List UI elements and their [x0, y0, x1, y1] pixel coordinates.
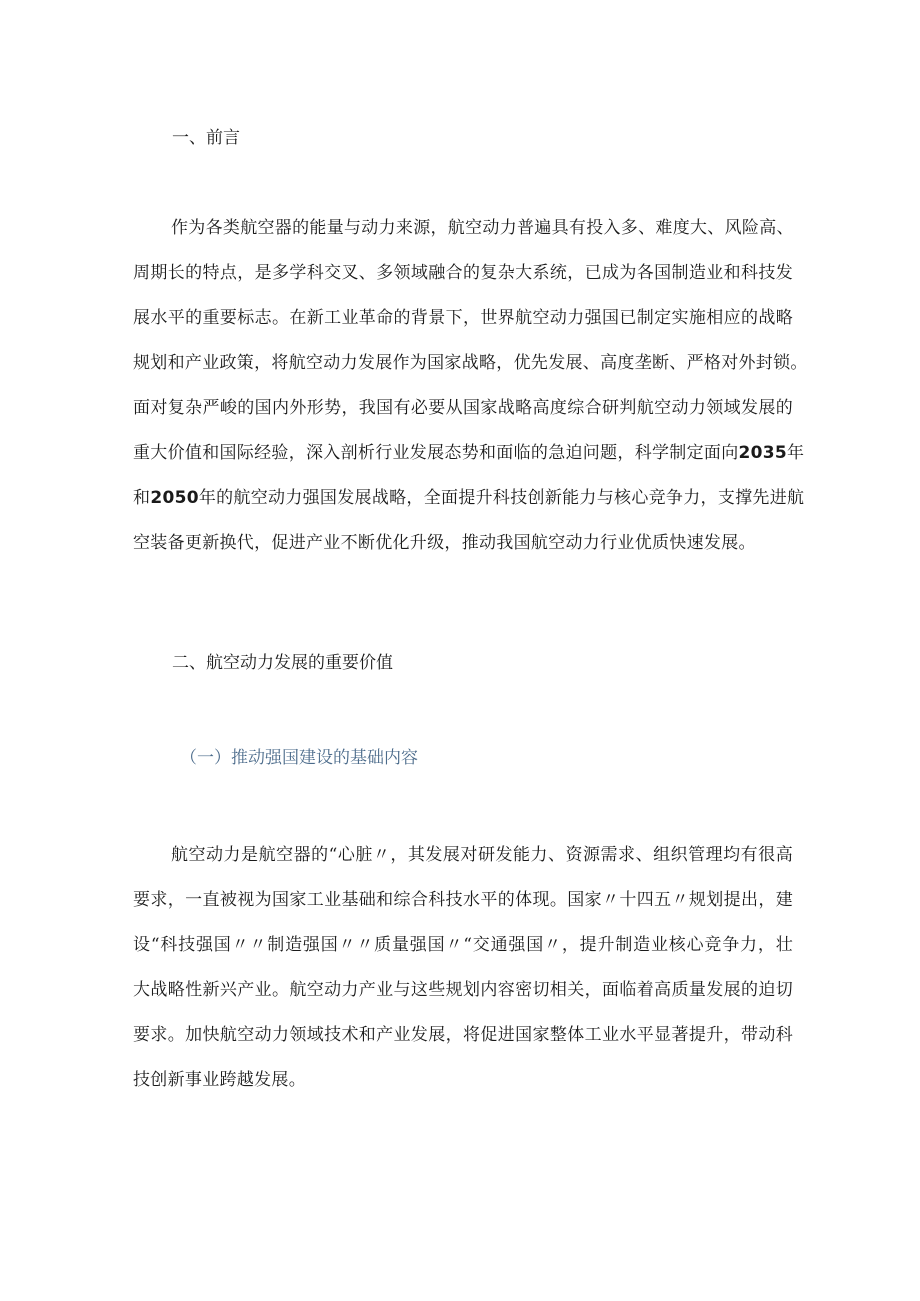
paragraph-line: 周期长的特点，是多学科交叉、多领域融合的复杂大系统，已成为各国制造业和科技发 — [133, 263, 793, 283]
year-number: 2035 — [738, 443, 788, 463]
line-text: 年 — [787, 443, 805, 463]
paragraph-line: 设“科技强国〃〃制造强国〃〃质量强国〃“交通强国〃，提升制造业核心竞争力，壮 — [133, 935, 793, 955]
paragraph-line: 要求，一直被视为国家工业基础和综合科技水平的体现。国家〃十四五〃规划提出，建 — [133, 890, 793, 910]
line-text: 年的航空动力强国发展战略，全面提升科技创新能力与核心竞争力，支撑先进航 — [198, 488, 805, 508]
paragraph-line-with-year-2050 — [133, 476, 805, 521]
section-heading-preface: 一、前言 — [172, 128, 240, 148]
paragraph-line: 空装备更新换代，促进产业不断优化升级，推动我国航空动力行业优质快速发展。 — [133, 533, 756, 553]
paragraph-line-with-year-2035 — [133, 431, 805, 476]
paragraph-line: 作为各类航空器的能量与动力来源，航空动力普遍具有投入多、难度大、风险高、 — [171, 218, 794, 238]
paragraph-line: 技创新事业跨越发展。 — [133, 1070, 306, 1090]
line-text: 重大价值和国际经验，深入剖析行业发展态势和面临的急迫问题，科学制定面向 — [133, 443, 739, 463]
subsection-heading: （一）推动强国建设的基础内容 — [180, 748, 418, 768]
section-heading-importance: 二、航空动力发展的重要价值 — [172, 653, 393, 673]
paragraph-line: 航空动力是航空器的“心脏〃，其发展对研发能力、资源需求、组织管理均有很高 — [171, 845, 793, 865]
line-text: 和 — [133, 488, 151, 508]
year-number: 2050 — [150, 488, 199, 508]
paragraph-line: 面对复杂严峻的国内外形势，我国有必要从国家战略高度综合研判航空动力领域发展的 — [133, 398, 793, 418]
paragraph-line: 要求。加快航空动力领域技术和产业发展，将促进国家整体工业水平显著提升，带动科 — [133, 1025, 793, 1045]
paragraph-line: 展水平的重要标志。在新工业革命的背景下，世界航空动力强国已制定实施相应的战略 — [133, 308, 793, 328]
paragraph-line: 大战略性新兴产业。航空动力产业与这些规划内容密切相关，面临着高质量发展的迫切 — [133, 980, 793, 1000]
preface-paragraph — [133, 206, 808, 566]
paragraph-line: 规划和产业政策，将航空动力发展作为国家战略，优先发展、高度垄断、严格对外封锁。 — [133, 353, 808, 373]
importance-paragraph — [133, 833, 793, 1103]
